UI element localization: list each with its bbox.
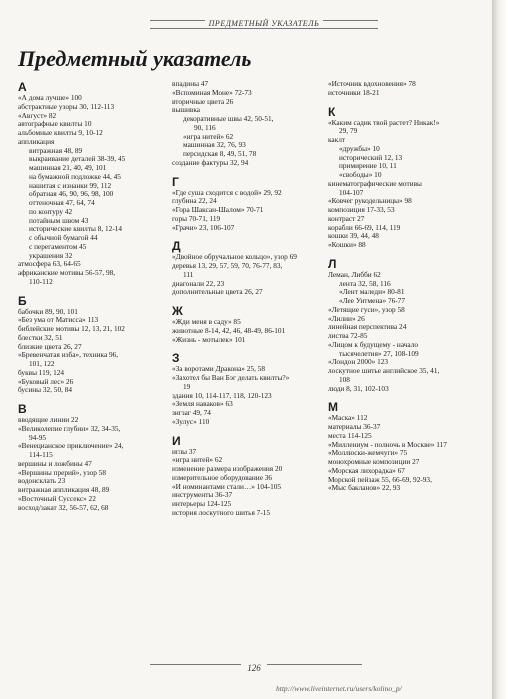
index-entry: вторичные цвета 26 xyxy=(172,96,234,106)
index-entry: впадины 47 xyxy=(172,79,209,88)
index-subentry: потайным швом 43 xyxy=(29,215,89,225)
index-subentry: машинная 32, 76, 93 xyxy=(183,140,246,150)
index-entry-continuation: 111 xyxy=(183,269,194,279)
index-letter-heading: К xyxy=(328,104,336,119)
index-subentry: примирение 10, 11 xyxy=(339,161,397,171)
watermark-url: http://www.liveinternet.ru/users/kolino_p/ xyxy=(276,684,402,693)
index-subentry: обратная 46, 90, 96, 98, 100 xyxy=(29,189,114,199)
index-entry: глубина 22, 24 xyxy=(172,196,217,206)
index-entry: деревья 13, 29, 57, 59, 70, 76-77, 83, xyxy=(172,261,283,270)
index-entry: африканские мотивы 56-57, 98, xyxy=(18,268,116,277)
index-entry: «Вспоминая Моне» 72-73 xyxy=(172,87,252,97)
index-letter-heading: Б xyxy=(18,293,27,308)
index-entry: автографные квилты 10 xyxy=(18,119,92,129)
index-entry-continuation: 108 xyxy=(339,374,350,384)
index-subentry: лента 32, 58, 116 xyxy=(339,278,391,288)
index-subentry: витражная 48, 89 xyxy=(29,145,83,155)
index-entry: библейские мотивы 12, 13, 21, 102 xyxy=(18,324,125,333)
index-entry: вышивка xyxy=(172,105,200,115)
index-letter-heading: И xyxy=(172,433,181,448)
index-entry: создание фактуры 32, 94 xyxy=(172,157,249,167)
index-entry: места 114-125 xyxy=(328,430,372,440)
index-entry-continuation: тысячелетия» 27, 108-109 xyxy=(339,348,419,358)
index-entry: «Лицом к будущему - начало xyxy=(328,339,419,349)
index-entry: аппликация xyxy=(18,136,55,146)
index-subentry: «дружбы» 10 xyxy=(339,143,380,153)
index-entry: альбомные квилты 9, 10-12 xyxy=(18,128,103,137)
index-entry: «Ковчег рукодельницы» 98 xyxy=(328,196,412,206)
index-entry: «Август» 82 xyxy=(18,110,57,120)
index-entry: «Маска» 112 xyxy=(328,413,368,423)
index-entry-continuation: 101, 122 xyxy=(29,359,55,368)
index-subentry: «Лент маледи» 80-81 xyxy=(339,287,405,297)
index-letter-heading: Л xyxy=(328,256,337,271)
index-entry: Морской пейзаж 55, 66-69, 92-93, xyxy=(328,474,432,484)
index-entry: инструменты 36-37 xyxy=(172,490,233,500)
index-subentry: по контуру 42 xyxy=(29,206,73,216)
index-column-3 xyxy=(328,80,493,493)
index-subentry: нашитая с изнанки 99, 112 xyxy=(29,180,112,190)
index-column-1 xyxy=(18,80,170,512)
index-entry: источники 18-21 xyxy=(328,87,380,97)
index-letter-heading: В xyxy=(18,402,27,416)
index-entry: горы 70-71, 119 xyxy=(172,213,221,223)
index-entry: композиция 17-33, 53 xyxy=(328,205,395,214)
index-entry: «Земля наваков» 63 xyxy=(172,399,233,409)
index-entry: «Летящие гуси», узор 58 xyxy=(328,304,405,314)
index-entry: история лоскутного шитья 7-15 xyxy=(172,507,271,517)
index-entry: люди 8, 31, 102-103 xyxy=(328,383,389,393)
index-entry-continuation: 114-115 xyxy=(29,450,53,459)
index-entry: изменение размера изображения 20 xyxy=(172,464,283,473)
book-spine-shadow xyxy=(492,0,508,699)
index-entry: интерьеры 124-125 xyxy=(172,499,232,508)
index-subentry: исторические квилты 8, 12-14 xyxy=(29,224,123,234)
index-entry-continuation: 90, 116 xyxy=(194,122,216,132)
index-entry: «Венецианское приключение» 24, xyxy=(18,441,124,451)
index-entry: «Каким садик твой растет? Никак!» xyxy=(328,117,440,127)
index-entry: иглы 37 xyxy=(172,446,197,456)
index-entry: «Жизнь - мотылек» 101 xyxy=(172,334,246,344)
page-footer xyxy=(0,658,508,676)
index-entry: «За воротами Дракона» 25, 58 xyxy=(172,364,266,374)
index-subentry: с перегаментом 45 xyxy=(29,241,87,251)
index-entry: животные 8-14, 42, 46, 48-49, 86-101 xyxy=(172,325,286,335)
index-entry: «Источник вдохновения» 78 xyxy=(328,79,416,88)
index-entry: «Моллюски-жемчуги» 75 xyxy=(328,448,408,458)
index-entry: «Миллениум - полночь в Москве» 117 xyxy=(328,439,447,449)
index-entry: водонсклать 23 xyxy=(18,476,66,486)
index-entry: корабли 66-69, 114, 119 xyxy=(328,222,401,232)
index-entry: «Без ума от Матисса» 113 xyxy=(18,315,99,325)
index-entry: абстрактные узоры 30, 112-113 xyxy=(18,101,115,111)
index-entry: контраст 27 xyxy=(328,213,365,223)
index-entry: «Двойное обручальное кольцо», узор 69 xyxy=(172,252,297,262)
index-subentry: исторический 12, 13 xyxy=(339,152,403,162)
index-entry: Леман, Либби 62 xyxy=(328,269,381,279)
index-letter-heading: Ж xyxy=(172,304,183,318)
index-entry: буквы 119, 124 xyxy=(18,367,65,377)
index-subentry: оттеночная 47, 64, 74 xyxy=(29,198,95,207)
running-header xyxy=(150,18,378,30)
index-subentry: на бумажной подложке 44, 45 xyxy=(29,171,121,181)
index-entry: «Великолепие глубин» 32, 34-35, xyxy=(18,423,121,433)
index-entry: «Морская лихорадка» 67 xyxy=(328,465,405,475)
index-entry-continuation: 94-95 xyxy=(29,432,47,442)
running-title: ПРЕДМЕТНЫЙ УКАЗАТЕЛЬ xyxy=(205,19,324,28)
index-subentry: персидская 8, 49, 51, 78 xyxy=(183,149,257,158)
index-entry: лоскутное шитье английское 35, 41, xyxy=(328,366,440,375)
index-entry: «Лилии» 26 xyxy=(328,313,365,323)
index-entry: бабочки 89, 90, 101 xyxy=(18,306,78,316)
index-entry: линейная перспектива 24 xyxy=(328,322,407,332)
index-entry: бусины 32, 50, 84 xyxy=(18,385,73,395)
index-entry: материалы 36-37 xyxy=(328,422,381,431)
index-entry: «Жди меня в саду» 85 xyxy=(172,317,241,326)
index-subentry: «свободы» 10 xyxy=(339,170,382,179)
index-subentry: «Лее Уитмена» 76-77 xyxy=(339,296,405,305)
index-entry: «Кошки» 88 xyxy=(328,240,366,249)
index-entry: «Восточный Суссекс» 22 xyxy=(18,493,96,503)
index-letter-heading: А xyxy=(18,80,27,94)
index-letter-heading: Г xyxy=(172,174,179,189)
index-entry: «Зулус» 110 xyxy=(172,416,210,426)
index-entry: кошки 39, 44, 48 xyxy=(328,231,379,241)
page-number: 126 xyxy=(241,663,267,673)
index-letter-heading: З xyxy=(172,351,180,366)
index-entry: «Буковый лес» 26 xyxy=(18,376,74,386)
index-entry: диагонали 22, 23 xyxy=(172,278,225,288)
index-entry: «игра нитей» 62 xyxy=(172,455,223,465)
index-letter-heading: М xyxy=(328,400,338,415)
index-entry: «Вершины прерий», узор 58 xyxy=(18,467,107,477)
index-column-2 xyxy=(172,80,322,518)
index-entry: «Грачи» 23, 106-107 xyxy=(172,222,235,232)
index-entry: измерительное оборудование 36 xyxy=(172,472,273,482)
index-entry: «Захотел бы Ван Бэг делать квилты?» xyxy=(172,373,290,382)
index-subentry: украшения 32 xyxy=(29,250,73,260)
index-entry: «Лондон 2000» 123 xyxy=(328,357,389,367)
index-entry: блестки 32, 51 xyxy=(18,332,63,342)
index-entry: «А дома лучше» 100 xyxy=(18,93,82,102)
index-entry: листва 72-85 xyxy=(328,331,368,340)
index-subentry: машинная 21, 40, 49, 101 xyxy=(29,163,107,172)
index-entry: «Гора Шаксан-Шалом» 70-71 xyxy=(172,205,264,214)
index-subentry: декоративные швы 42, 50-51, xyxy=(183,114,274,123)
index-entry: монохромные композиции 27 xyxy=(328,457,420,466)
index-entry: близкие цвета 26, 27 xyxy=(18,341,82,351)
index-entry: витражная аппликация 48, 89 xyxy=(18,485,110,494)
index-entry: вершины и ложбины 47 xyxy=(18,458,92,468)
index-subentry: с обычной бумагой 44 xyxy=(29,233,98,242)
index-entry-continuation: 19 xyxy=(183,381,191,391)
page-title: Предметный указатель xyxy=(18,46,252,71)
index-entry-continuation: 110-112 xyxy=(29,276,53,286)
index-entry: «Мыс бакланов» 22, 93 xyxy=(328,483,401,493)
index-letter-heading: Д xyxy=(172,239,181,254)
index-subentry: «игра нитей» 62 xyxy=(183,131,234,141)
index-entry: зигзаг 49, 74 xyxy=(172,408,211,417)
index-entry-continuation: 104-107 xyxy=(339,187,364,197)
index-entry: атмосфера 63, 64-65 xyxy=(18,259,81,269)
index-entry-continuation: 29, 79 xyxy=(339,126,358,136)
index-entry: «Бревенчатая изба», техника 96, xyxy=(18,350,119,360)
index-entry: «И номинантами стали…» 104-105 xyxy=(172,481,282,491)
index-entry: здания 10, 114-117, 118, 120-123 xyxy=(172,390,272,400)
index-entry: «Где суша сходится с водой» 29, 92 xyxy=(172,187,282,197)
index-entry: вводящие линии 22 xyxy=(18,415,79,424)
index-entry: восход/закат 32, 56-57, 62, 68 xyxy=(18,502,109,512)
index-subentry: выкраивание деталей 38-39, 45 xyxy=(29,154,126,164)
index-entry: каклт xyxy=(328,135,346,144)
index-entry: кинематографические мотивы xyxy=(328,178,422,188)
index-entry: дополнительные цвета 26, 27 xyxy=(172,287,263,297)
